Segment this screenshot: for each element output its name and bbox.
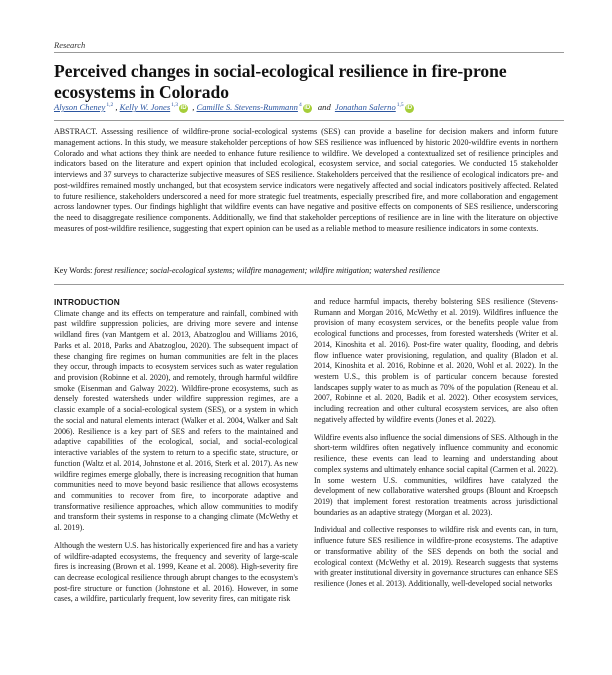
author-name[interactable]: Kelly W. Jones (119, 102, 171, 112)
body-paragraph: and reduce harmful impacts, thereby bolstering SES resilience (Stevens-Rumann and Morgan 2016, McWethy et al. 2019). Wildfires influence the provision of many ecosystem services, or the benefits people value from ecological functions and processes, from forested watersheds (Writer et al. 2014, Kinoshita et al. 2016). Post-fire water quality, flooding, and debris flow influence water provisioning, regulation, and quality (Bladon et al. 2014, Kinoshita et al. 2016, Robinne et al. 2020, Wohl et al. 2022). In the western U.S., this problem is of particular concern because forested landscapes supply water to as much as 70% of the population (Reneau et al. 2007, Robinne et al. 2020, Badik et al. 2022). Other ecosystem services, including recreation and other cultural ecosystem services, are also often negatively affected by wildfire events (Jones et al. 2022). (314, 297, 558, 424)
body-paragraph: Wildfire events also influence the social dimensions of SES. Although in the short-term wildfires often negatively influence community and economic resilience, these events can lead to learning and understanding about complex systems and ultimately enhance social capital (Carmen et al. 2022). In some western U.S. communities, wildfires have catalyzed the development of new collaborative watershed groups (Blount and Kroepsch 2019) that implement forest restoration treatments across jurisdictional boundaries as an adaptive strategy (Morgan et al. 2023). (314, 432, 558, 517)
author-affiliation: 1,5 (396, 102, 404, 109)
orcid-icon[interactable]: iD (180, 104, 187, 111)
orcid-icon[interactable]: iD (406, 104, 413, 111)
keywords (54, 266, 558, 277)
keywords-text: forest resilience; social-ecological systems; wildfire management; wildfire mitigation; watershed resilience (94, 266, 440, 275)
author-name[interactable]: Alyson Cheney (54, 102, 106, 112)
body-paragraph: Although the western U.S. has historically experienced fire and has a variety of wildfire-adapted ecosystems, the frequency and severity of large-scale fires is increasing (Brown et al. 1999, Keane et al. 2008). High-severity fire can decrease ecological resilience through abrupt changes to the ecosystem's post-fire structure or function (Johnstone et al. 2016). However, in some cases, a wildfire, particularly frequent, low severity fires, can mitigate risk (54, 540, 298, 604)
author-name[interactable]: Jonathan Salerno (334, 102, 396, 112)
author-3[interactable] (197, 102, 316, 112)
author-affiliation: 1,3 (171, 102, 179, 109)
author-separator: , (115, 102, 120, 112)
orcid-icon[interactable]: iD (304, 104, 311, 111)
abstract-text: Assessing resilience of wildfire-prone social-ecological systems (SES) can provide a baseline for decision makers and inform future management actions. In this study, we measure stakeholder perceptions of how SES resilience was influenced by historic 2020-wildfire events in northern Colorado and what actions they think are needed to enhance future resilience to wildfire. We developed a contextualized set of resilience principles and indicators based on the literature and expert opinion that included ecological, ecosystem service, and social categories. We conducted 15 stakeholder interviews and 37 surveys to characterize subjective measures of SES resilience. Stakeholders perceived that the resilience of ecological indicators pre- and post-wildfires remained mostly unchanged, but that ecosystem service indicators were negatively affected and social indicators positively affected. Related to future resilience, stakeholders underscored a need for more strategic fuel treatments, especially prescribed fire, and more collaboration and engagement across landowner types. Our findings highlight that wildfire events can have negative and positive effects on components of SES resilience, underscoring the need to disaggregate resilience components. Additionally, we find that stakeholder perceptions of resilience are in line with the literature on objective measures of post-wildfire resilience, suggesting that expert opinion can be used as a reliable method to measure resilience indicators in some contexts. (54, 127, 558, 233)
author-separator: , (192, 102, 197, 112)
abstract-label: ABSTRACT. (54, 127, 98, 136)
author-4[interactable] (335, 102, 416, 112)
keywords-label: Key Words: (54, 266, 93, 275)
author-conjunction: and (317, 102, 331, 112)
right-column (314, 297, 558, 597)
author-affiliation: 4 (298, 102, 302, 109)
left-column (54, 297, 298, 612)
body-paragraph: Individual and collective responses to wildfire risk and events can, in turn, influence future SES resilience in wildfire-prone ecosystems. The adaptive or transformative ability of the SES depends on both the social and ecological context (McWethy et al. 2019). Research suggests that systems with greater institutional diversity in governance structures can enhance SES resilience (Jones et al. 2013). Additionally, well-developed social networks (314, 525, 559, 588)
abstract (54, 127, 558, 235)
authors-divider (54, 120, 564, 121)
author-1[interactable] (54, 102, 115, 112)
body-paragraph: Climate change and its effects on temperature and rainfall, combined with past wildfire suppression policies, are driving more severe and intense wildland fires (van Mantgem et al. 2013, Abatzoglou and Williams 2016, Parks et al. 2018, Parks and Abatzoglou, 2020). The subsequent impact of these changing fire regimes on human communities are felt in the places they occur, through impacts to ecosystem services such as water regulation and provision (Robinne et al. 2020), and remotely, through harmful wildfire smoke (Eisenman and Galway 2022). Wildfire-prone ecosystems, such as densely forested watersheds under wildfire suppression regimes, are a classic example of a social-ecological system (SES), or a system in which the social and natural elements interact (Walker et al. 2004, Walker and Salt 2006). Resilience is a key part of SES and refers to the maintained and adaptive capabilities of the ecological, social, and social-ecological interactive variables of the system to return to a specific state, structure, or function (Waltz et al. 2014, Johnstone et al. 2016, Sterk et al. 2017). As new wildfire regimes emerge globally, there is increasing recognition that human communities need to move beyond basic resilience that allows ecosystems and communities to recover from fire, to incorporate adaptive and transformative resilience approaches, which allow communities to modify and transform their systems in response to a changing climate (McWethy et al. 2019). (54, 308, 298, 533)
author-name[interactable]: Camille S. Stevens-Rummann (196, 102, 298, 112)
author-list (54, 102, 564, 113)
author-affiliation: 1,2 (106, 102, 114, 109)
keywords-divider (54, 284, 564, 285)
introduction-heading: INTRODUCTION (54, 297, 121, 307)
section-label: Research (54, 40, 86, 50)
article-title: Perceived changes in social-ecological resilience in fire-prone ecosystems in Colorado (54, 61, 507, 102)
header-divider (54, 52, 564, 53)
author-2[interactable] (120, 102, 193, 112)
